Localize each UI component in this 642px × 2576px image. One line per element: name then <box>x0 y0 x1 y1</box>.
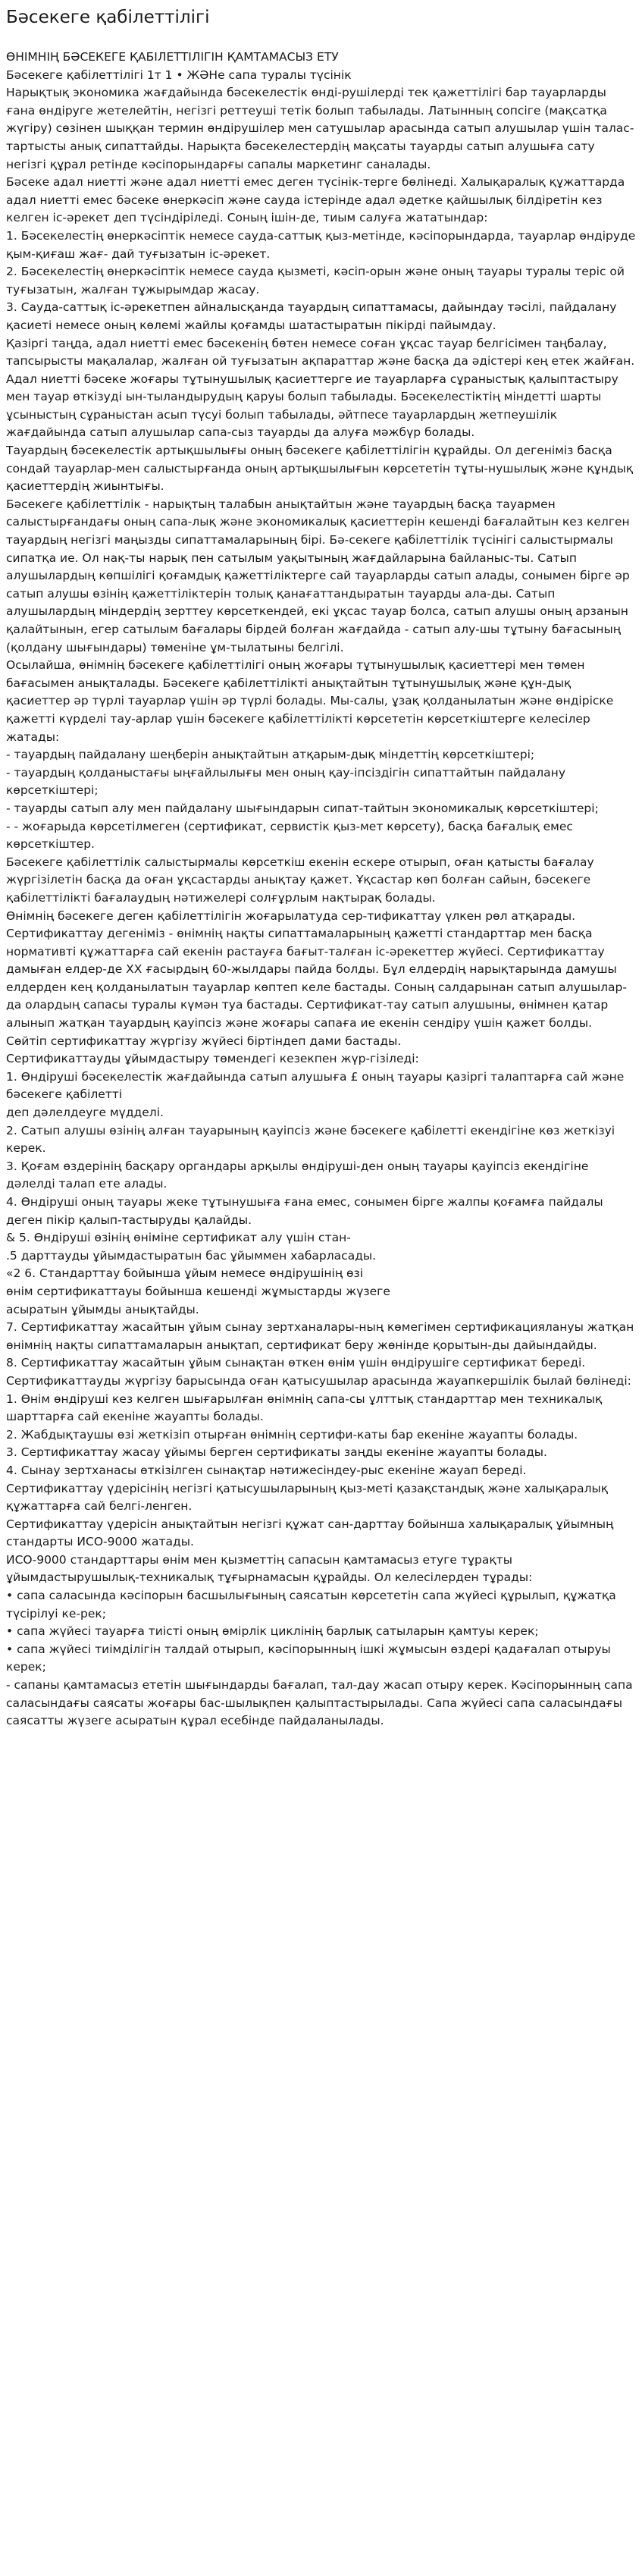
paragraph: - тауардың пайдалану шеңберін анықтайтын атқарым-дық міндеттің көрсеткіштері; <box>6 748 535 762</box>
paragraph: Тауардың бәсекелестік артықшылығы оның бәсекеге қабілеттілігін құрайды. Ол дегеніміз басқа сондай тауарлар-мен салыстырғанда оның артықшылығын көрсететін тұты-нушылық және құндық қасиеттердің жиынтығы. <box>6 444 634 494</box>
paragraph: Бәсеке адал ниетті және адал ниетті емес деген түсінік-терге бөлінеді. Халықаралық құжаттарда адал ниетті емес бәсеке өнеркәсіп және сауда істерінде адал әдетке қайшылық білдіретін кез келген іс-әрекет деп түсіндіріледі. Соның ішін-де, тиым салуға жататындар: <box>6 175 625 225</box>
paragraph: • сапа жүйесі тиімділігін талдай отырып, кәсіпорынның ішкі жұмысын өздері қадағалап отыруы керек; <box>6 1642 611 1674</box>
paragraph: асыратын ұйымды анықтайды. <box>6 1302 199 1316</box>
paragraph: ӨНІМНІҢ БӘСЕКЕГЕ ҚАБІЛЕТТІЛІГІН ҚАМТАМАСЫЗ ЕТУ <box>6 50 339 64</box>
paragraph: 7. Сертификаттау жасайтын ұйым сынау зертханалары-ның көмегімен сертификациялануы жатқан өнімнің нақты сипаттамаларын анықтап, сертификат беру жөнінде қорытын-ды дайындайды. <box>6 1320 634 1352</box>
paragraph: 3. Қоғам өздерінің басқару органдары арқылы өндіруші-ден оның тауары қауіпсіз екендігіне дәлелді талап ете алады. <box>6 1159 589 1191</box>
paragraph: - тауарды сатып алу мен пайдалану шығындарын сипат-тайтын экономикалық көрсеткіштері; <box>6 801 599 815</box>
paragraph: Осылайша, өнімнің бәсекеге қабілеттілігі оның жоғары тұтынушылық қасиеттері мен төмен бағасымен анықталады. Бәсекеге қабілеттілікті анықтайтын тұтынушылық және құн-дық қасиеттер әр түрлі тауарлар үшін әр түрлі болады. Мы-салы, ұзақ қолданылатын және өндіріске қажетті күрделі тау-арлар үшін бәсекеге қабілеттілікті көрсететін көрсеткіштерге келесілер жатады: <box>6 658 614 744</box>
paragraph: • сапа саласында кәсіпорын басшылығының саясатын көрсететін сапа жүйесі құрылып, құжатқа түсірілуі ке-рек; <box>6 1589 616 1621</box>
paragraph: - - жоғарыда көрсетілмеген (сертификат, сервистік қыз-мет көрсету), басқа бағалық емес көрсеткіштер. <box>6 819 573 852</box>
paragraph: • сапа жүйесі тауарға тиісті оның өмірлік циклінің барлық сатыларын қамтуы керек; <box>6 1624 539 1639</box>
paragraph: деп дәлелдеуге мүдделі. <box>6 1106 164 1120</box>
paragraph: Сертификаттауды ұйымдастыру төмендегі кезекпен жүр-гізіледі: <box>6 1052 419 1066</box>
paragraph: 2. Жабдықтаушы өзі жеткізіп отырған өнімнің сертифи-каты бар екеніне жауапты болады. <box>6 1427 578 1442</box>
paragraph: Бәсекеге қабілеттілік салыстырмалы көрсеткіш екенін ескере отырып, оған қатысты бағалау жүргізілетін басқа да оған ұқсастарды анықтау қажет. Ұқсастар көп болған сайын, бәсекеге қабілеттілікті бағалаудың нәтижелері солғұрлым нақтырақ болады. <box>6 855 594 905</box>
paragraph: 2. Бәсекелестің өнеркәсіптік немесе сауда қызметі, кәсіп-орын және оның тауары туралы теріс ой туғызатын, жалған тұжырымдар жасау. <box>6 265 625 297</box>
document-body <box>6 49 636 1730</box>
paragraph: Нарықтық экономика жағдайында бәсекелестік өнді-рушілерді тек қажеттілігі бар тауарларды ғана өндіруге жетелейтін, негізгі реттеуші тетік болып табылады. Латынның сопсіге (мақсатқа жүгіру) сөзінен шыққан термин өндірушілер мен сатушылар арасында сатып алушылар үшін талас-тартысты анық сипаттайды. Нарықта бәсекелестердің мақсаты тауарды сатып алушыға сату негізгі құрал ретінде кәсіпорындарғы сапалы маркетинг саналады. <box>6 86 634 171</box>
paragraph: Өнімнің бәсекеге деген қабілеттілігін жоғарылатуда сер-тификаттау үлкен рөл атқарады. Сертификаттау дегеніміз - өнімнің нақты сипаттамаларының қажетті стандарттар мен басқа нормативті құжаттарға сай екенін растауға бағыт-талған іс-әрекеттер жүйесі. Сертификаттау дамыған елдер-де XX ғасырдың 60-жылдары пайда болды. Бұл елдердің нарықтарында дамушы елдерден кең қолданылатын тауарлар көптеп келе бастады. Соның салдарынан сатып алушылар-да олардың сапасы туралы күмән туа бастады. Сертификат-тау сатып алушыны, өнімнен қатар алынып жатқан тауардың қауіпсіз және жоғары сапаға ие екенін сендіру үшін қажет болды. Сөйтіп сертификаттау жүргізу жүйесі біртіндеп дами бастады. <box>6 908 627 1048</box>
paragraph: .5 дарттауды ұйымдастыратын бас ұйыммен хабарласады. <box>6 1248 377 1263</box>
paragraph: Сертификаттау үдерісін анықтайтын негізгі құжат сан-дарттау бойынша халықаралық ұйымның стандарты ИСО-9000 жатады. <box>6 1517 614 1549</box>
paragraph: Сертификаттау үдерісінің негізгі қатысушыларының қыз-меті қазақстандық және халықаралық құжаттарға сай белгі-ленген. <box>6 1481 609 1514</box>
paragraph: Бәсекеге қабілеттілігі 1т 1 • ЖӘНе сапа туралы түсінік <box>6 67 352 82</box>
paragraph: «2 6. Стандарттау бойынша ұйым немесе өндірушінің өзі <box>6 1266 364 1281</box>
paragraph: - тауардың қолданыстағы ыңғайлылығы мен оның қау-іпсіздігін сипаттайтын пайдалану көрсеткіштері; <box>6 765 565 798</box>
paragraph: Адал ниетті бәсеке жоғары тұтынушылық қасиеттерге ие тауарларға сұраныстық қалыптастыру мен тауар өткізуді ын-тыландырудың қаруы болып табылады. Бәсекелестіктің міндетті шарты ұсыныстың сұраныстан асып түсуі болып табылады, әйтпесе тауарлардың жетпеушілік жағдайында сатып алушылар сапа-сыз тауарды да алуға мәжбүр болады. <box>6 372 619 440</box>
paragraph: 2. Сатып алушы өзінің алған тауарының қауіпсіз және бәсекеге қабілетті екендігіне көз жеткізуі керек. <box>6 1123 615 1156</box>
paragraph: & 5. Өндіруші өзінің өніміне сертификат алу үшін стан- <box>6 1231 351 1245</box>
paragraph: - сапаны қамтамасыз ететін шығындарды бағалап, тал-дау жасап отыру керек. Кәсіпорынның сапа саласындағы саясаты жоғары бас-шылықпен қалыптастырылады. Сапа жүйесі сапа саласындағы саясатты жүзеге асыратын құрал есебінде пайдаланылады. <box>6 1678 633 1728</box>
paragraph: ИСО-9000 стандарттары өнім мен қызметтің сапасын қамтамасыз етуге тұрақты ұйымдастырушылық-техникалық тұғырнамасын құрайды. Ол келесілерден тұрады: <box>6 1552 533 1585</box>
document-title: Бәсекеге қабілеттілігі <box>6 8 210 27</box>
paragraph: 4. Сынау зертханасы өткізілген сынақтар нәтижесіндеу-рыс екеніне жауап береді. <box>6 1463 527 1477</box>
paragraph: 1. Бәсекелестің өнеркәсіптік немесе сауда-саттық қыз-метінде, кәсіпорындарда, тауарлар өндіруде қым-қиғаш жағ- дай туғызатын іс-әрекет. <box>6 228 636 261</box>
paragraph: 1. Өнім өндіруші кез келген шығарылған өнімнің сапа-сы ұлттық стандарттар мен техникалық шарттарға сай екеніне жауапты болады. <box>6 1392 603 1424</box>
paragraph: өнім сертификаттауы бойынша кешенді жұмыстарды жүзеге <box>6 1284 390 1298</box>
paragraph: 1. Өндіруші бәсекелестік жағдайында сатып алушыға £ оның тауары қазіргі талаптарға сай және бәсекеге қабілетті <box>6 1069 625 1102</box>
paragraph: 8. Сертификаттау жасайтын ұйым сынақтан өткен өнім үшін өндірушіге сертификат береді. <box>6 1356 586 1370</box>
paragraph: 3. Сертификаттау жасау ұйымы берген сертификаты заңды екеніне жауапты болады. <box>6 1445 547 1460</box>
paragraph: Қазіргі таңда, адал ниетті емес бәсекенің бөтен немесе соған ұқсас тауар белгісімен таңбалау, тапсырысты мақалалар, жалған ой туғызатын ақпараттар және басқа да әдістері кең етек жайған. <box>6 336 635 369</box>
paragraph: Бәсекеге қабілеттілік - нарықтың талабын анықтайтын және тауардың басқа тауармен салыстырғандағы оның сапа-лық және экономикалық қасиеттерін кешенді бағалайтын кез келген тауардың негізгі маңызды сипаттамаларының бірі. Бә-секеге қабілеттілік түсінігі салыстырмалы сипатқа ие. Ол нақ-ты нарық пен сатылым уақытының жағдайларына байланыс-ты. Сатып алушылардың көпшілігі қоғамдық қажеттіліктерге сай тауарларды сатып алады, сонымен бірге әр сатып алушы өзінің қажеттіліктерін толық қанағаттандыратын тауарды ала-ды. Сатып алушылардың міндердің зерттеу көрсеткендей, екі ұқсас тауар болса, сатып алушы оның арзанын қалайтынын, егер сатылым бағалары бірдей болған жағдайда - сатып алу-шы тұтыну бағасының (қолдану шығындары) төменіне ұм-тылатыны белгілі. <box>6 497 630 654</box>
paragraph: 4. Өндіруші оның тауары жеке тұтынушыға ғана емес, сонымен бірге жалпы қоғамға пайдалы деген пікір қалып-тастыруды қалайды. <box>6 1195 603 1227</box>
paragraph: Сертификаттауды жүргізу барысында оған қатысушылар арасында жауапкершілік былай бөлінеді: <box>6 1373 631 1388</box>
paragraph: 3. Сауда-саттық іс-әрекетпен айналысқанда тауардың сипаттамасы, дайындау тәсілі, пайдалану қасиеті немесе оның көлемі жайлы қоғамды шатастыратын пікірді пайымдау. <box>6 300 617 332</box>
